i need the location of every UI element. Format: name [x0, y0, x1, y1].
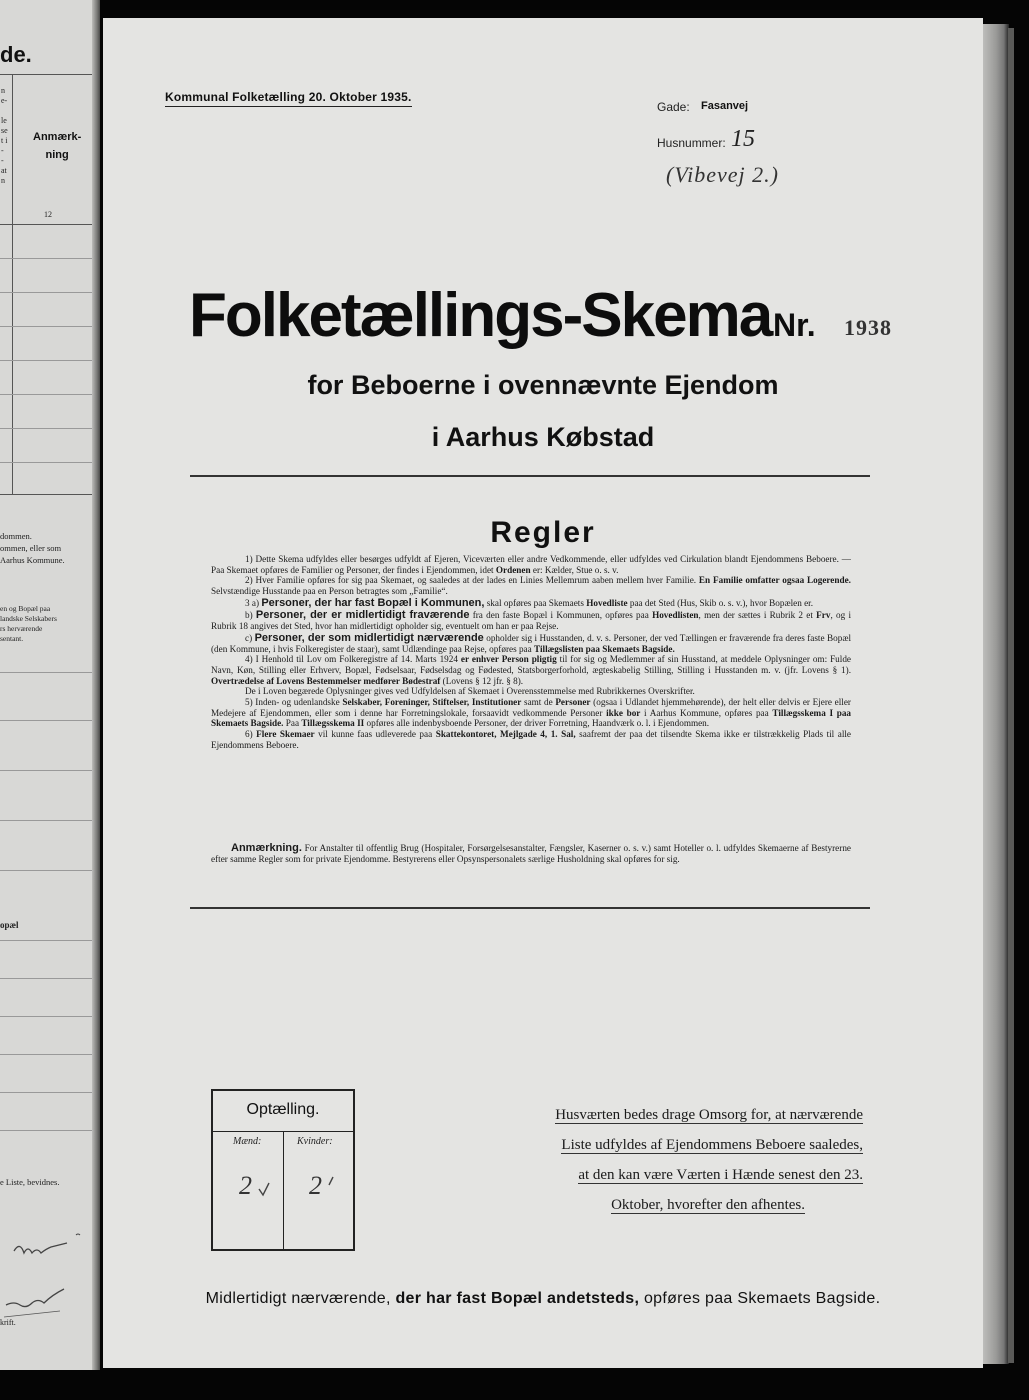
tick-marks	[213, 1091, 353, 1249]
men-label: Mænd:	[233, 1136, 262, 1147]
form-number-value: 1938	[844, 315, 892, 340]
left-page-column-number: 12	[44, 210, 52, 219]
landlord-instruction-line: at den kan være Værten i Hænde senest den 23.	[578, 1167, 863, 1183]
left-page-row-line	[0, 1054, 92, 1055]
rules-text: 1) Dette Skema udfyldes eller besørges udfyldt af Ejeren, Viceværten eller andre Vedkommende, eller udfyldes ved Cirkulation blandt Ejendommens Beboere. — Paa Skemaet opføres de Familier og Personer, der findes i Ejendommen, idet Ordenen er: Kælder, Stue o. s. v. 2) Hver Familie opføres for sig paa Skemaet, og saaledes at der lades en Linies Mellemrum aaben mellem hver Familie. En Familie omfatter ogsaa Logerende. Selvstændige Husstande paa en Person betragtes som „Familie“. 3 a) Personer, der har fast Bopæl i Kommunen, skal opføres paa Skemaets Hovedliste paa det Sted (Hus, Skib o. s. v.), hvor Bopælen er. b) Personer, der er midlertidigt fraværende fra den faste Bopæl i Kommunen, opføres paa Hovedlisten, men der sættes i Rubrik 2 et Frv, og i Rubrik 18 angives det Sted, hvor han midlertidigt opholder sig, eventuelt om han er paa Rejse. c) Personer, der som midlertidigt nærværende opholder sig i Husstanden, d. v. s. Personer, der ved Tællingen er fraværende fra deres faste Bopæl (den Kommune, i hvis Folkeregister de staar), samt Udlændinge paa Rejse, opføres paa Tillægslisten paa Skemaets Bagside. 4) I Henhold til Lov om Folkeregistre af 14. Marts 1924 er enhver Person pligtig til for sig og Medlemmer af sin Husstand, at meddele Oplysninger om: Fulde Navn, Køn, Stilling eller Erhverv, Bopæl, Fødselsaar, Fødselsdag og Fødested, Statsborgerforhold, ægteskabelig Stilling, Stilling i Husstanden m. v. (jfr. Lovens § 1). Overtrædelse af Lovens Bestemmelser medfører Bødestraf (Lovens § 12 jfr. § 8). De i Loven begærede Oplysninger gives ved Udfyldelsen af Skemaet i Overensstemmelse med Rubrikkernes Overskrifter. 5) Inden- og udenlandske Selskaber, Foreninger, Stiftelser, Institutioner samt de Personer (ogsaa i Udlandet hjemmehørende), der helt eller delvis er Ejere eller Medejere af Ejendommen, eller som i denne har Forretningslokale, forsaavidt vedkommende Personer ikke bor i Aarhus Kommune, opføres paa Tillægsskema I paa Skemaets Bagside. Paa Tillægsskema II opføres alle indenbysboende Personer, der driver Forretning, Haandværk o. l. i Ejendommen. 6) Flere Skemaer vil kunne faas udleverede paa Skattekontoret, Mejlgade 4, 1. Sal, saafremt der paa det tilsendte Skema ikke er tilstrækkelig Plads til alle Ejendommens Beboere.	[211, 554, 852, 750]
left-page-text-fragment: en og Bopæl paa landske Selskabers rs herværende sentant.	[0, 604, 57, 643]
husnummer-value: 15	[731, 126, 755, 152]
landlord-instruction-line: Husværten bedes drage Omsorg for, at nærværende	[555, 1107, 863, 1123]
left-page-row-line	[0, 870, 92, 871]
divider	[190, 907, 870, 909]
landlord-instruction-line: Oktober, hvorefter den afhentes.	[611, 1197, 805, 1213]
left-page-row-line	[0, 326, 92, 327]
left-page-row-line	[0, 258, 92, 259]
left-page-row-line	[0, 428, 92, 429]
left-page-column-line	[12, 74, 13, 494]
left-page-rule	[0, 74, 92, 75]
landlord-instruction	[483, 1100, 863, 1220]
form-title: Folketællings-Skema	[189, 281, 772, 350]
left-page-row-line	[0, 1016, 92, 1017]
form-subtitle: for Beboerne i ovennævnte Ejendom	[307, 370, 779, 400]
book-gutter	[92, 0, 100, 1370]
left-page-rule	[0, 224, 92, 225]
count-box	[211, 1089, 355, 1251]
left-page-fragment	[0, 0, 100, 1370]
left-page-row-line	[0, 978, 92, 979]
form-subtitle-city: i Aarhus Købstad	[431, 422, 655, 452]
handwritten-address-note: (Vibevej 2.)	[666, 162, 779, 187]
divider	[190, 475, 870, 477]
left-page-anmaerkning-header: Anmærk- ning	[33, 131, 82, 161]
women-label: Kvinder:	[297, 1136, 333, 1147]
footer-part1: Midlertidigt nærværende,	[205, 1290, 391, 1307]
left-page-row-line	[0, 940, 92, 941]
count-box-title: Optælling.	[246, 1101, 320, 1118]
remark-text: Anmærkning. For Anstalter til offentlig Brug (Hospitaler, Forsørgelsesanstalter, Fængsler, Kaserner o. s. v.) samt Hoteller o. l. udfyldes Skemaerne af Bestyrerne efter samme Regler som for private Ejendomme. Bestyrerens eller Opsynspersonalets særlige Husholdning skal opføres for sig.	[211, 842, 851, 864]
left-page-text-fragment: krift.	[0, 1318, 16, 1327]
left-page-row-line	[0, 360, 92, 361]
left-page-row-line	[0, 770, 92, 771]
left-page-text-fragment: opæl	[0, 920, 19, 930]
left-page-header-fragment: n e- le se t i - - at n	[1, 86, 8, 185]
left-page-row-line	[0, 720, 92, 721]
page-edge-shadow	[1008, 28, 1014, 1363]
left-page-row-line	[0, 292, 92, 293]
footer-part2: der har fast Bopæl andetsteds,	[395, 1290, 640, 1307]
census-date-line: Kommunal Folketælling 20. Oktober 1935.	[165, 90, 412, 107]
form-number-label: Nr.	[773, 307, 816, 343]
left-page-rule	[0, 494, 92, 495]
gade-label: Gade:	[657, 100, 690, 114]
gade-value: Fasanvej	[701, 100, 749, 112]
rules-heading: Regler	[490, 516, 596, 549]
left-page-row-line	[0, 394, 92, 395]
left-page-row-line	[0, 1130, 92, 1131]
left-page-row-line	[0, 820, 92, 821]
page-edge	[983, 24, 1009, 1364]
left-page-row-line	[0, 462, 92, 463]
census-form-page	[103, 18, 983, 1368]
left-page-row-line	[0, 672, 92, 673]
left-page-text-fragment: dommen. ommen, eller som Aarhus Kommune.	[0, 531, 65, 565]
men-count: 2	[239, 1171, 252, 1200]
left-page-title: de.	[0, 42, 32, 67]
handwritten-signature-fragment	[0, 1225, 92, 1325]
footer-note	[103, 1290, 983, 1308]
husnummer-label: Husnummer:	[657, 136, 726, 150]
landlord-instruction-line: Liste udfyldes af Ejendommens Beboere saaledes,	[561, 1137, 863, 1153]
footer-part3: opføres paa Skemaets Bagside.	[643, 1290, 881, 1307]
left-page-row-line	[0, 1092, 92, 1093]
left-page-text-fragment: e Liste, bevidnes.	[0, 1177, 60, 1187]
women-count: 2	[309, 1171, 322, 1200]
